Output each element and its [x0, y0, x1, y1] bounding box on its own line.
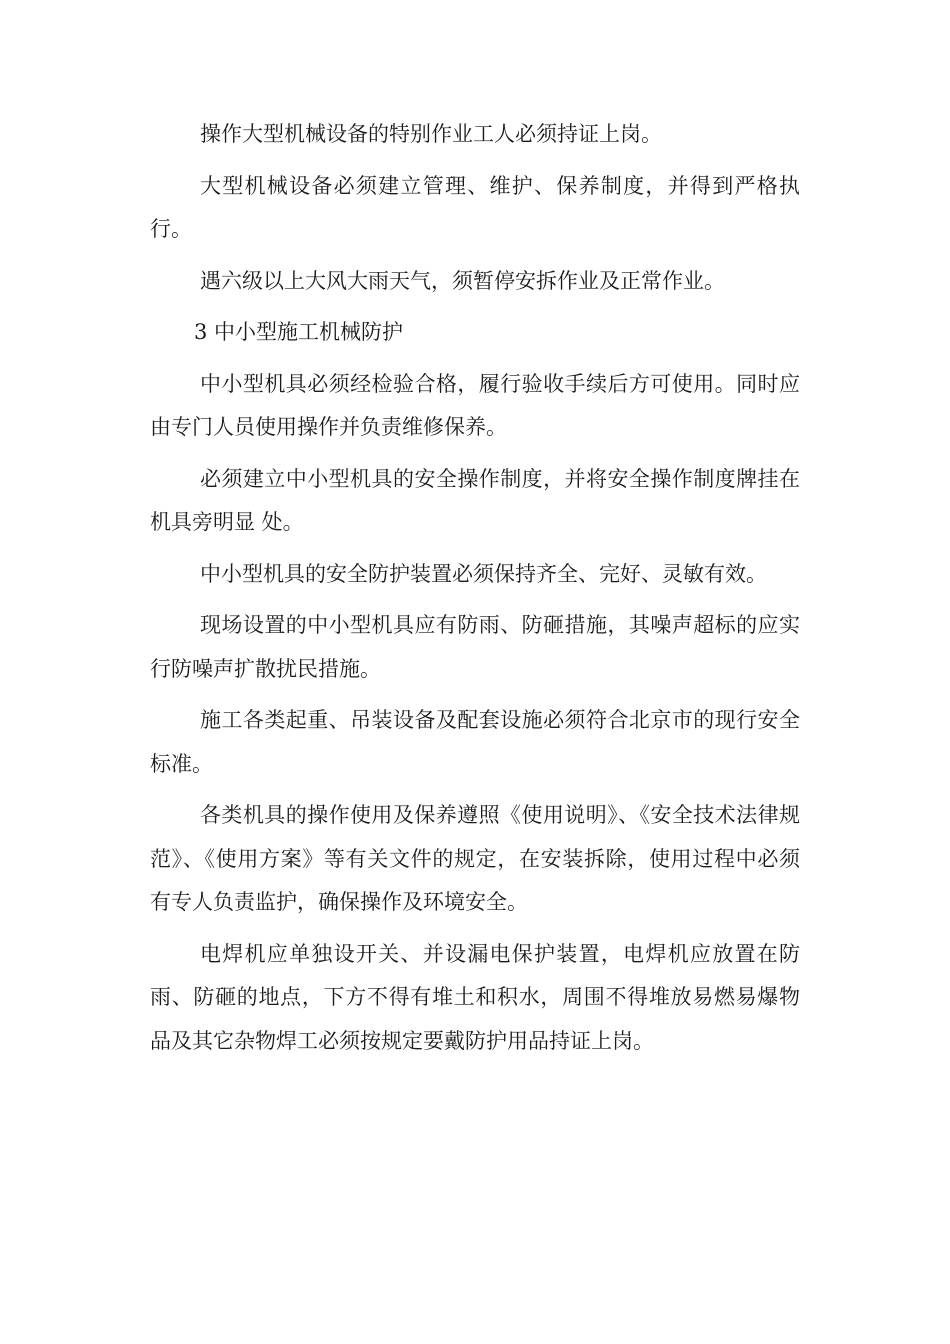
paragraph: 必须建立中小型机具的安全操作制度，并将安全操作制度牌挂在机具旁明显 处。	[150, 466, 800, 534]
paragraph: 施工各类起重、吊装设备及配套设施必须符合北京市的现行安全标准。	[150, 708, 800, 776]
paragraph: 电焊机应单独设开关、并设漏电保护装置，电焊机应放置在防雨、防砸的地点，下方不得有堆土和积水，周围不得堆放易燃易爆物品及其它杂物焊工必须按规定要戴防护用品持证上岗。	[150, 941, 800, 1053]
paragraph: 中小型机具必须经检验合格，履行验收手续后方可使用。同时应由专门人员使用操作并负责维修保养。	[150, 371, 800, 439]
paragraph: 中小型机具的安全防护装置必须保持齐全、完好、灵敏有效。	[200, 561, 767, 586]
section-heading: 3 中小型施工机械防护	[194, 320, 404, 344]
paragraph: 遇六级以上大风大雨天气，须暂停安拆作业及正常作业。	[200, 268, 725, 293]
paragraph: 大型机械设备必须建立管理、维护、保养制度，并得到严格执行。	[150, 173, 800, 241]
paragraph: 现场设置的中小型机具应有防雨、防砸措施，其噪声超标的应实行防噪声扩散扰民措施。	[150, 613, 800, 681]
paragraph: 操作大型机械设备的特别作业工人必须持证上岗。	[200, 122, 662, 146]
document-body	[150, 113, 800, 1071]
paragraph: 各类机具的操作使用及保养遵照《使用说明》、《安全技术法律规范》、《使用方案》等有关文件的规定，在安装拆除，使用过程中必须有专人负责监护，确保操作及环境安全。	[150, 803, 800, 914]
